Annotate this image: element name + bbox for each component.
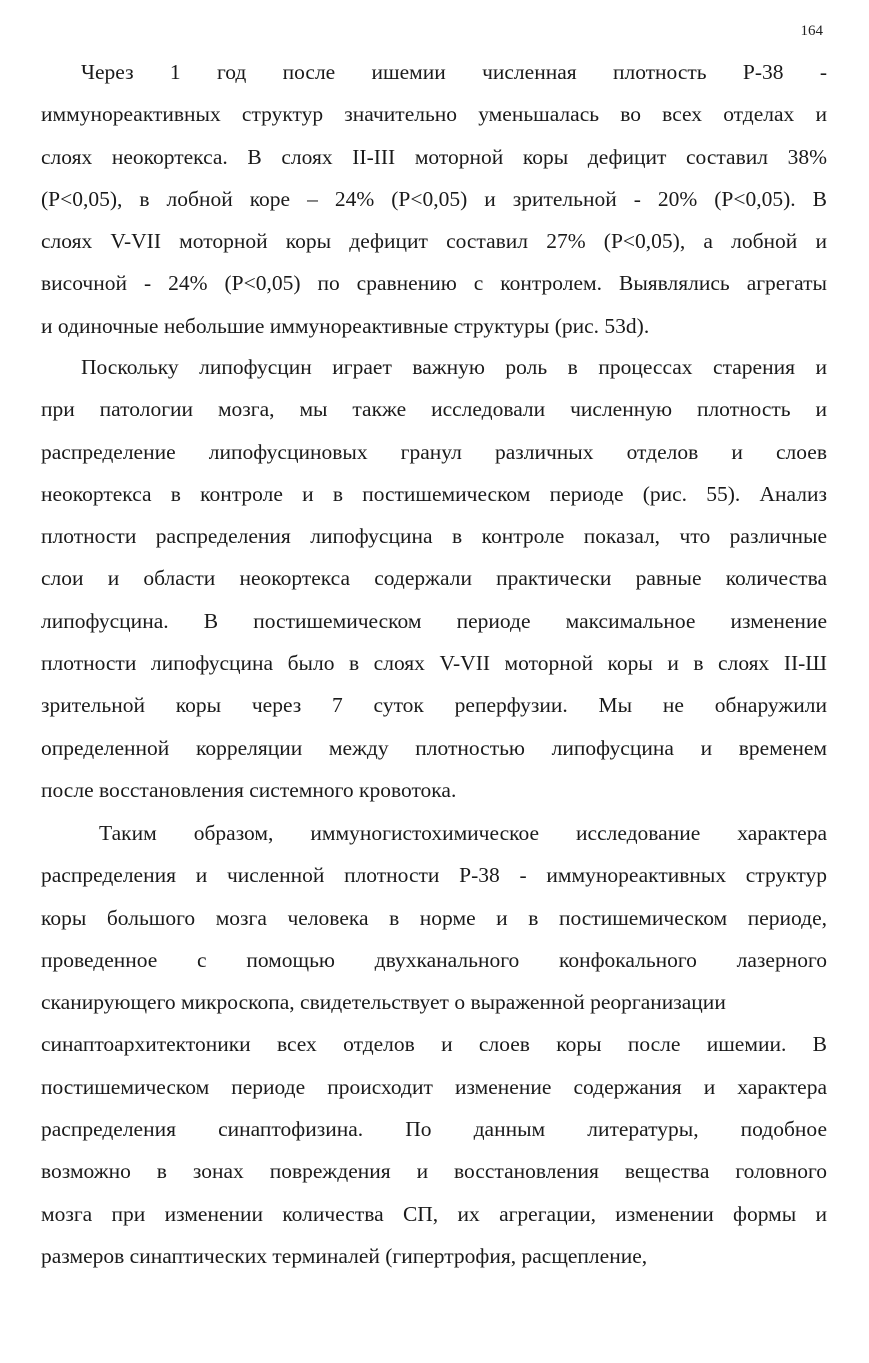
paragraph-line: синаптоархитектоники всех отделов и слоев коры после ишемии. В	[41, 1032, 827, 1057]
paragraph-line: (P<0,05), в лобной коре – 24% (P<0,05) и зрительной - 20% (P<0,05). В	[41, 186, 827, 211]
paragraph-line: липофусцина. В постишемическом периоде максимальное изменение	[41, 608, 827, 633]
paragraph-line: сканирующего микроскопа, свидетельствует о выраженной реорганизации	[41, 990, 726, 1015]
paragraph-line: плотности распределения липофусцина в контроле показал, что различные	[41, 524, 827, 549]
paragraph-line: постишемическом периоде происходит изменение содержания и характера	[41, 1074, 827, 1099]
paragraph-line: распределение липофусциновых гранул различных отделов и слоев	[41, 439, 827, 464]
paragraph-line: мозга при изменении количества СП, их агрегации, изменении формы и	[41, 1201, 827, 1226]
paragraph-line: Поскольку липофусцин играет важную роль в процессах старения и	[81, 355, 827, 379]
paragraph-2	[41, 346, 827, 811]
paragraph-3	[41, 812, 827, 1277]
paragraph-line: размеров синаптических терминалей (гипертрофия, расщепление,	[41, 1243, 648, 1268]
paragraph-line: распределения и численной плотности Р-38 - иммунореактивных структур	[41, 863, 827, 888]
paragraph-line: определенной корреляции между плотностью липофусцина и временем	[41, 735, 827, 760]
paragraph-line: Через 1 год после ишемии численная плотность Р-38 -	[81, 60, 827, 84]
paragraph-line: коры большого мозга человека в норме и в постишемическом периоде,	[41, 905, 827, 930]
paragraph-line: возможно в зонах повреждения и восстановления вещества головного	[41, 1159, 827, 1184]
paragraph-line: Таким образом, иммуногистохимическое исследование характера	[99, 821, 827, 845]
paragraph-line: зрительной коры через 7 суток реперфузии. Мы не обнаружили	[41, 693, 827, 718]
paragraph-line: проведенное с помощью двухканального конфокального лазерного	[41, 947, 827, 972]
paragraph-line: иммунореактивных структур значительно уменьшалась во всех отделах и	[41, 102, 827, 127]
paragraph-1	[41, 51, 827, 347]
paragraph-line: после восстановления системного кровотока.	[41, 777, 457, 802]
paragraph-line: височной - 24% (P<0,05) по сравнению с контролем. Выявлялись агрегаты	[41, 271, 827, 296]
paragraph-line: плотности липофусцина было в слоях V-VII моторной коры и в слоях II-Ш	[41, 651, 827, 676]
paragraph-line: и одиночные небольшие иммунореактивные структуры (рис. 53d).	[41, 313, 650, 338]
paragraph-line: слоях V-VII моторной коры дефицит составил 27% (P<0,05), а лобной и	[41, 229, 827, 254]
paragraph-line: при патологии мозга, мы также исследовали численную плотность и	[41, 397, 827, 422]
paragraph-line: неокортекса в контроле и в постишемическом периоде (рис. 55). Анализ	[41, 481, 827, 506]
paragraph-line: распределения синаптофизина. По данным литературы, подобное	[41, 1117, 827, 1142]
paragraph-line: слои и области неокортекса содержали практически равные количества	[41, 566, 827, 591]
page-number: 164	[800, 23, 823, 39]
paragraph-line: слоях неокортекса. В слоях II-III моторной коры дефицит составил 38%	[41, 144, 827, 169]
